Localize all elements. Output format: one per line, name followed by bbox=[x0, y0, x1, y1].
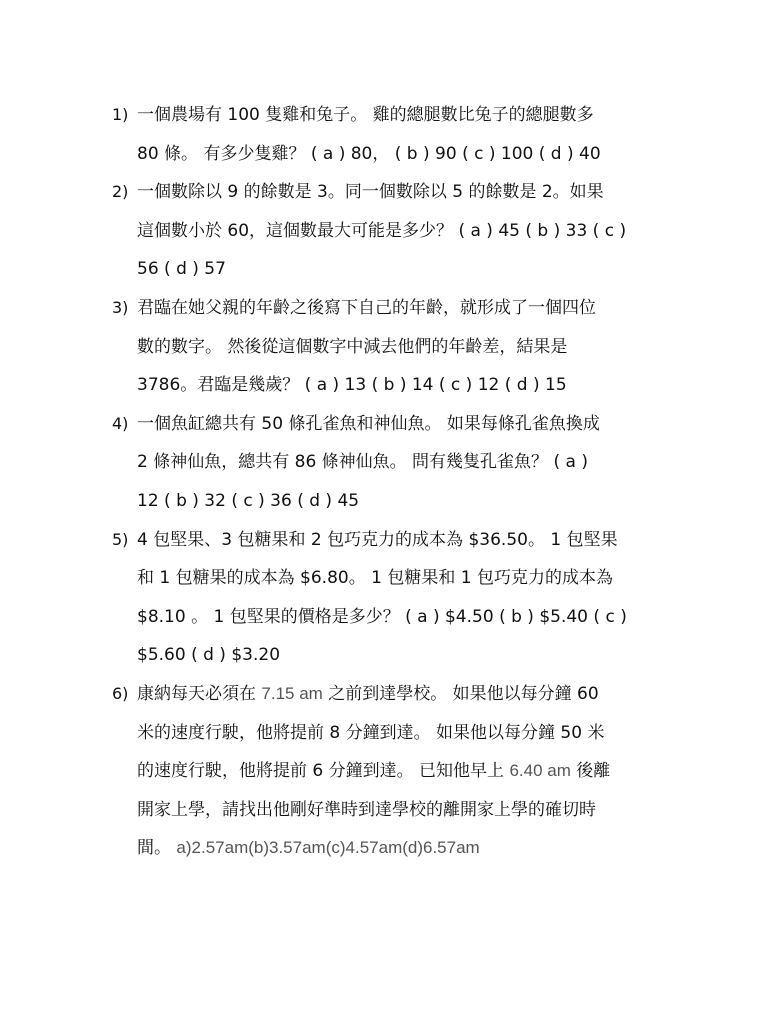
question-list bbox=[112, 96, 702, 868]
question-4 bbox=[112, 405, 702, 521]
question-text: 一個魚缸總共有 50 條孔雀魚和神仙魚。 如果每條孔雀魚換成 2 條神仙魚，總共有 86 條神仙魚。 問有幾隻孔雀魚？ ( a ) 12 ( b ) 32 ( c ) 36 ( d ) 45 bbox=[137, 413, 600, 511]
question-text-part: 康納每天必須在 bbox=[137, 683, 262, 704]
question-text-part: 後離 開家上學，請找出他剛好準時到達學校的離開家上學的確切時 間。 bbox=[137, 761, 611, 859]
question-number: 3) bbox=[112, 297, 129, 317]
answer-options: a)2.57am(b)3.57am(c)4.57am(d)6.57am bbox=[176, 838, 480, 858]
time-value: 6.40 am bbox=[509, 761, 571, 781]
question-number: 4) bbox=[112, 413, 129, 433]
time-value: 7.15 am bbox=[261, 683, 323, 703]
question-text: 一個農場有 100 隻雞和兔子。 雞的總腿數比兔子的總腿數多 80 條。 有多少隻雞？ ( a ) 80， ( b ) 90 ( c ) 100 ( d ) 40 bbox=[137, 105, 601, 164]
question-text: 君臨在她父親的年齡之後寫下自己的年齡，就形成了一個四位 數的數字。 然後從這個數字中減去他們的年齡差，結果是 3786。君臨是幾歲？ ( a ) 13 ( b ) 14 ( c ) 12 ( d ) 15 bbox=[137, 297, 596, 396]
question-6 bbox=[112, 675, 702, 868]
question-3 bbox=[112, 289, 702, 405]
question-number: 6) bbox=[112, 683, 129, 703]
question-number: 1) bbox=[112, 105, 129, 124]
question-2 bbox=[112, 173, 702, 289]
question-text bbox=[137, 675, 702, 868]
question-text-part: 之前到達學校。 如果他以每分鐘 60 米的速度行駛，他將提前 8 分鐘到達。 如果他以每分鐘 50 米 的速度行駛，他將提前 6 分鐘到達。 已知他早上 bbox=[137, 683, 605, 782]
question-text: 4 包堅果、3 包糖果和 2 包巧克力的成本為 $36.50。 1 包堅果 和 1 包糖果的成本為 $6.80。 1 包糖果和 1 包巧克力的成本為 $8.10 。 1 包堅果的價格是多少？ ( a ) $4.50 ( b ) $5.40 ( c ) $5.60 ( d ) $3.20 bbox=[137, 529, 627, 666]
question-1 bbox=[112, 96, 702, 173]
question-5 bbox=[112, 521, 702, 675]
question-number: 2) bbox=[112, 182, 129, 202]
question-number: 5) bbox=[112, 529, 129, 549]
question-text: 一個數除以 9 的餘數是 3。同一個數除以 5 的餘數是 2。如果 這個數小於 60，這個數最大可能是多少？ ( a ) 45 ( b ) 33 ( c ) 56 ( d ) 57 bbox=[137, 182, 627, 280]
